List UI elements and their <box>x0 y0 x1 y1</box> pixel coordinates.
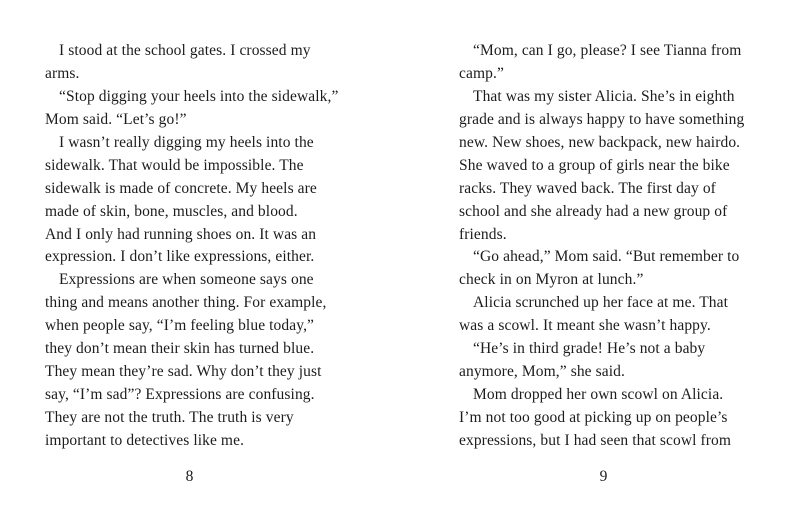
text-line: expression. I don’t like expressions, either. <box>45 248 315 266</box>
page-right-text-block <box>459 40 748 453</box>
text-line: camp.” <box>459 64 504 82</box>
text-line: sidewalk is made of concrete. My heels are <box>45 179 317 197</box>
text-line: was a scowl. It meant she wasn’t happy. <box>459 317 711 335</box>
text-line: made of skin, bone, muscles, and blood. <box>45 202 298 220</box>
text-line: They mean they’re sad. Why don’t they just <box>45 363 322 381</box>
text-line: “Go ahead,” Mom said. “But remember to <box>473 248 740 266</box>
text-line: when people say, “I’m feeling blue today,” <box>45 317 315 335</box>
text-line: And I only had running shoes on. It was an <box>45 225 317 243</box>
text-line: She waved to a group of girls near the bike <box>459 156 730 174</box>
text-line: They are not the truth. The truth is very <box>45 409 294 426</box>
text-line: thing and means another thing. For example, <box>45 294 327 312</box>
text-line: say, “I’m sad”? Expressions are confusing. <box>45 386 315 404</box>
text-line: arms. <box>45 64 80 82</box>
page-right <box>459 40 748 522</box>
text-line: Mom dropped her own scowl on Alicia. <box>473 386 724 404</box>
text-line: Expressions are when someone says one <box>59 271 314 289</box>
page-left <box>45 40 339 522</box>
text-line: school and she already had a new group of <box>459 202 728 220</box>
text-line: Mom said. “Let’s go!” <box>45 110 187 128</box>
text-line: That was my sister Alicia. She’s in eighth <box>473 87 735 105</box>
page-right-number: 9 <box>599 468 608 485</box>
text-line: I’m not too good at picking up on people’s <box>459 409 728 426</box>
text-line: grade and is always happy to have something <box>459 110 745 128</box>
text-line: “Mom, can I go, please? I see Tianna from <box>473 42 742 59</box>
page-left-number: 8 <box>185 468 194 485</box>
page-left-text-block <box>45 40 339 453</box>
text-line: “Stop digging your heels into the sidewalk,” <box>59 87 339 105</box>
text-line: expressions, but I had seen that scowl from <box>459 431 732 449</box>
text-line: friends. <box>459 225 507 243</box>
text-line: I stood at the school gates. I crossed my <box>59 42 311 59</box>
text-line: sidewalk. That would be impossible. The <box>45 156 304 174</box>
text-line: new. New shoes, new backpack, new hairdo. <box>459 133 741 151</box>
text-line: they don’t mean their skin has turned blue. <box>45 340 315 358</box>
text-line: anymore, Mom,” she said. <box>459 363 625 381</box>
text-line: check in on Myron at lunch.” <box>459 271 644 289</box>
text-line: Alicia scrunched up her face at me. That <box>473 294 729 312</box>
text-line: I wasn’t really digging my heels into the <box>59 133 314 151</box>
text-line: racks. They waved back. The first day of <box>459 179 716 197</box>
text-line: “He’s in third grade! He’s not a baby <box>473 340 706 358</box>
text-line: important to detectives like me. <box>45 431 245 449</box>
